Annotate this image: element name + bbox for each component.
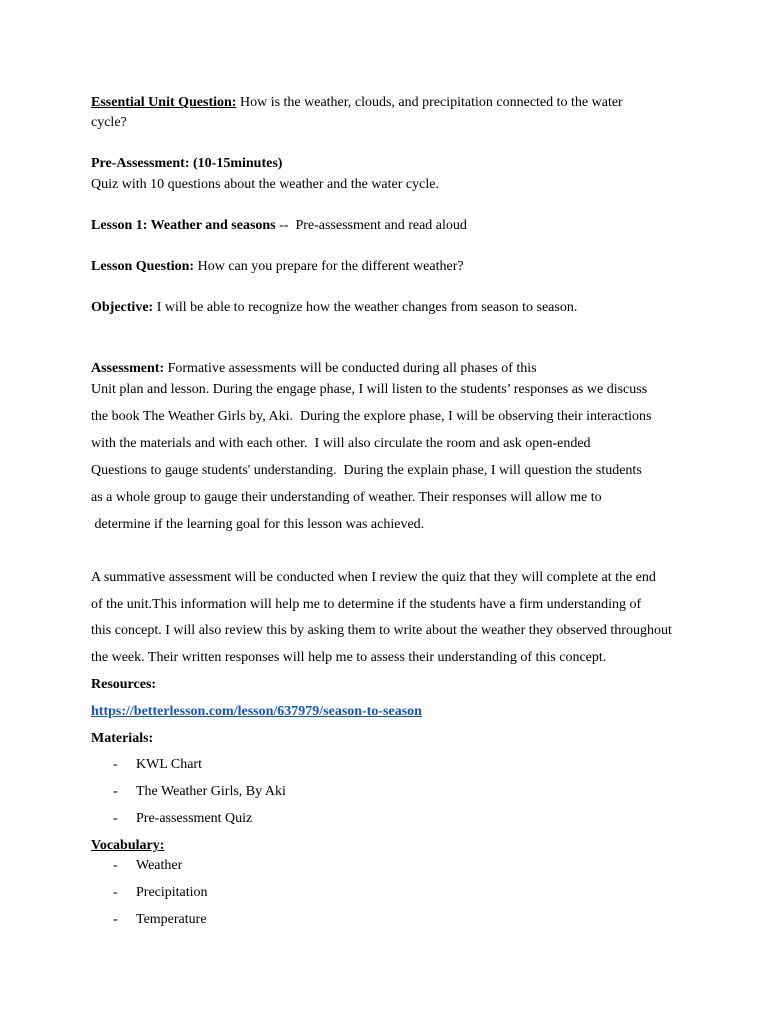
summative-paragraph-line: A summative assessment will be conducted when I review the quiz that they will complete at the end [91,570,656,585]
bullet-dash: - [113,811,118,826]
assessment-paragraph-line: the book The Weather Girls by, Aki. During the explore phase, I will be observing their interactions [91,409,652,424]
lesson-1-label: Lesson 1: Weather and seasons [91,218,276,233]
assessment-paragraph-line: Unit plan and lesson. During the engage phase, I will listen to the students’ responses as we discuss [91,382,648,397]
summative-paragraph-line: the week. Their written responses will help me to assess their understanding of this concept. [91,650,607,665]
resources-link-line [91,703,422,720]
bullet-dash: - [113,858,118,873]
vocabulary-item: Weather [136,858,183,873]
essential-question-label: Essential Unit Question: [91,95,237,110]
lesson-question-text: How can you prepare for the different weather? [194,259,464,274]
assessment-line [91,360,537,377]
assessment-paragraph-line: Questions to gauge students' understanding. During the explain phase, I will question the students [91,463,642,478]
vocabulary-item: Precipitation [136,885,208,900]
essential-question-text: How is the weather, clouds, and precipitation connected to the water [236,95,623,110]
objective-line [91,299,577,316]
vocabulary-heading: Vocabulary: [91,838,165,853]
resources-heading: Resources: [91,677,157,692]
pre-assessment-heading: Pre-Assessment: (10-15minutes) [91,156,283,171]
summative-paragraph-line: of the unit.This information will help me to determine if the students have a firm understanding of [91,597,642,612]
bullet-dash: - [113,784,118,799]
assessment-paragraph-line: determine if the learning goal for this lesson was achieved. [91,517,425,532]
lesson-question-line [91,258,464,275]
assessment-paragraph-line: with the materials and with each other. I will also circulate the room and ask open-ended [91,436,591,451]
lesson-1-line [91,217,467,234]
assessment-first-text: Formative assessments will be conducted during all phases of this [164,361,537,376]
lesson-question-label: Lesson Question: [91,259,195,274]
materials-heading: Materials: [91,731,154,746]
bullet-dash: - [113,885,118,900]
essential-question-line [91,94,623,111]
materials-item: KWL Chart [136,757,202,772]
objective-text: I will be able to recognize how the weather changes from season to season. [153,300,578,315]
bullet-dash: - [113,912,118,927]
lesson-1-text: -- Pre-assessment and read aloud [275,218,467,233]
objective-label: Objective: [91,300,154,315]
vocabulary-item: Temperature [136,912,207,927]
materials-item: Pre-assessment Quiz [136,811,253,826]
assessment-paragraph-line: as a whole group to gauge their understanding of weather. Their responses will allow me to [91,490,602,505]
essential-question-continued: cycle? [91,115,127,130]
materials-item: The Weather Girls, By Aki [136,784,286,799]
assessment-label: Assessment: [91,361,165,376]
summative-paragraph-line: this concept. I will also review this by asking them to write about the weather they observed throughout [91,623,672,638]
bullet-dash: - [113,757,118,772]
resources-link[interactable]: https://betterlesson.com/lesson/637979/season-to-season [91,704,422,719]
pre-assessment-text: Quiz with 10 questions about the weather and the water cycle. [91,177,439,192]
